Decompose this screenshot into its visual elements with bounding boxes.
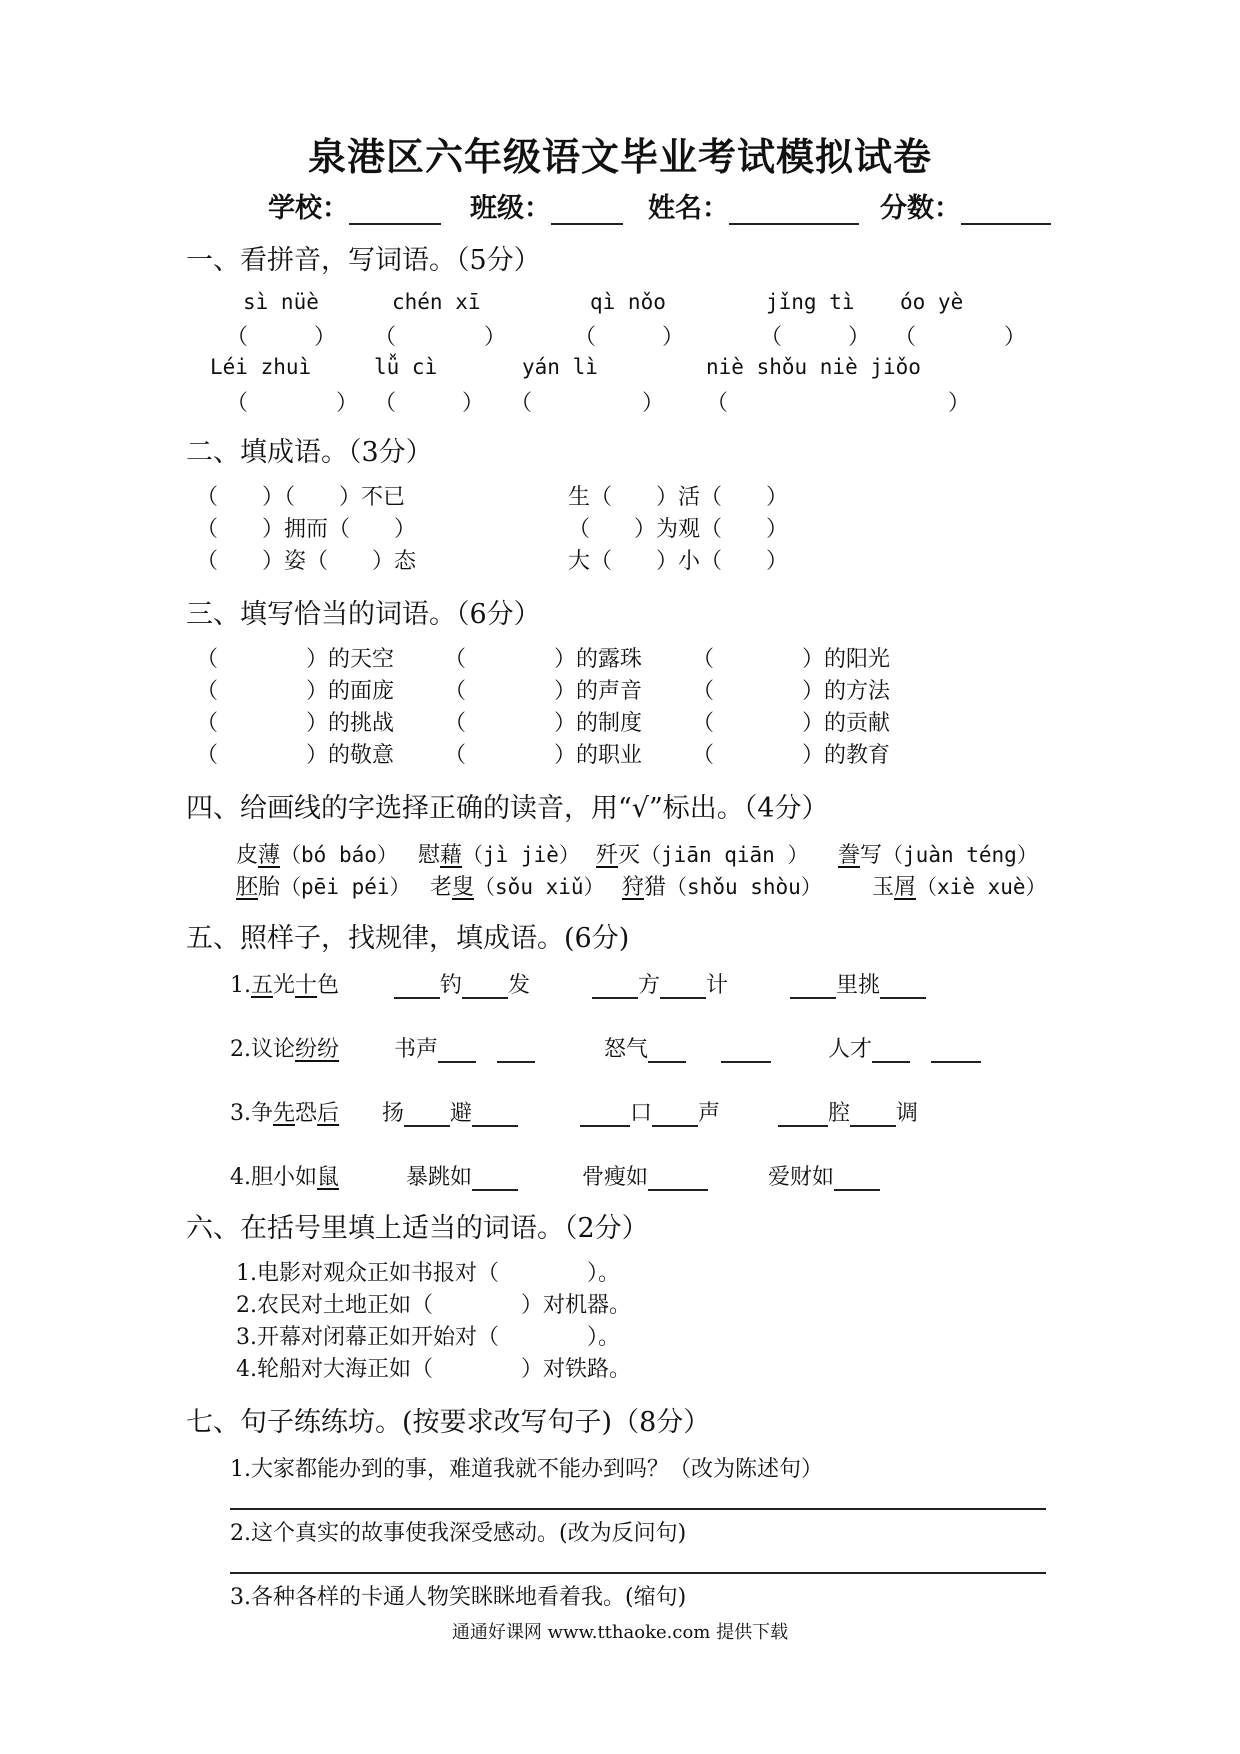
fill-row-7: （ ）的制度	[444, 711, 643, 736]
score-blank[interactable]	[961, 197, 1051, 225]
pattern-q4: 4.胆小如鼠	[230, 1165, 340, 1190]
reading-item-1: 皮薄（bó báo）	[236, 843, 398, 868]
idiom-left-1: （ ）（ ）不已	[196, 485, 406, 510]
paren-1-4[interactable]: （ ）	[760, 325, 871, 350]
fill-row-1: （ ）的天空	[196, 647, 395, 672]
idiom-right-1: 生（ ）活（ ）	[568, 485, 789, 510]
score-label: 分数：	[880, 186, 1051, 225]
fill-row-2: （ ）的面庞	[196, 679, 395, 704]
fill-row-5: （ ）的露珠	[444, 647, 643, 672]
pattern-q1-b[interactable]: 方 计	[592, 968, 728, 999]
fill-row-4: （ ）的敬意	[196, 743, 395, 768]
analogy-item-3: 3.开幕对闭幕正如开始对（ ）。	[236, 1325, 620, 1350]
reading-item-6: 老叟（sǒu xiǔ）	[430, 875, 605, 900]
fill-row-12: （ ）的教育	[692, 743, 891, 768]
fill-row-6: （ ）的声音	[444, 679, 643, 704]
section-4-heading: 四、给画线的字选择正确的读音，用“√”标出。（4分）	[186, 793, 829, 824]
fill-row-3: （ ）的挑战	[196, 711, 395, 736]
analogy-item-1: 1.电影对观众正如书报对（ ）。	[236, 1261, 620, 1286]
pinyin-2-2: lǚ cì	[374, 355, 438, 379]
paren-2-4[interactable]: （ ）	[706, 391, 971, 416]
rewrite-item-3: 3.各种各样的卡通人物笑眯眯地看着我。(缩句)	[230, 1585, 687, 1610]
paren-1-2[interactable]: （ ）	[374, 325, 507, 350]
class-blank[interactable]	[551, 197, 623, 225]
pattern-q2: 2.议论纷纷	[230, 1037, 340, 1062]
rewrite-item-1: 1.大家都能办到的事，难道我就不能办到吗？（改为陈述句）	[230, 1457, 823, 1482]
paren-2-1[interactable]: （ ）	[226, 391, 359, 416]
paren-1-3[interactable]: （ ）	[574, 325, 685, 350]
pinyin-1-1: sì nüè	[243, 290, 319, 314]
fill-row-10: （ ）的方法	[692, 679, 891, 704]
school-blank[interactable]	[349, 197, 441, 225]
reading-item-4: 誊写（juàn téng）	[838, 843, 1038, 868]
section-3-heading: 三、填写恰当的词语。（6分）	[186, 599, 541, 630]
paren-2-2[interactable]: （ ）	[374, 391, 485, 416]
reading-item-8: 玉屑（xiè xuè）	[872, 875, 1047, 900]
pinyin-2-1: Léi zhuì	[210, 355, 312, 379]
pattern-q1-a[interactable]: 钓 发	[394, 968, 530, 999]
pattern-q3: 3.争先恐后	[230, 1101, 340, 1126]
idiom-right-3: 大（ ）小（ ）	[568, 549, 789, 574]
fill-row-9: （ ）的阳光	[692, 647, 891, 672]
reading-item-5: 胚胎（pēi péi）	[236, 875, 411, 900]
pattern-q4-a[interactable]: 暴跳如	[406, 1160, 518, 1191]
name-label: 姓名：	[648, 186, 859, 225]
pattern-q3-a[interactable]: 扬 避	[382, 1096, 518, 1127]
pinyin-1-4: jǐng tì	[766, 290, 855, 314]
answer-line-1[interactable]	[230, 1508, 1046, 1510]
class-label: 班级：	[470, 186, 623, 225]
reading-item-7: 狩猎（shǒu shòu）	[622, 875, 822, 900]
pinyin-1-2: chén xī	[392, 290, 481, 314]
section-1-heading: 一、看拼音，写词语。（5分）	[186, 245, 541, 276]
idiom-left-3: （ ）姿（ ）态	[196, 549, 417, 574]
fill-row-8: （ ）的职业	[444, 743, 643, 768]
school-label: 学校：	[268, 186, 441, 225]
pinyin-2-4: niè shǒu niè jiǒo	[706, 355, 921, 379]
pinyin-2-3: yán lì	[522, 355, 598, 379]
pattern-q4-b[interactable]: 骨瘦如	[582, 1160, 708, 1191]
rewrite-item-2: 2.这个真实的故事使我深受感动。(改为反问句)	[230, 1521, 687, 1546]
pattern-q2-c[interactable]: 人才	[828, 1032, 981, 1063]
answer-line-2[interactable]	[230, 1572, 1046, 1574]
section-5-heading: 五、照样子，找规律，填成语。(6分)	[186, 923, 630, 954]
footer-credit: 通通好课网 www.tthaoke.com 提供下载	[451, 1622, 789, 1643]
pattern-q1-c[interactable]: 里挑	[790, 968, 926, 999]
fill-row-11: （ ）的贡献	[692, 711, 891, 736]
paren-2-3[interactable]: （ ）	[510, 391, 665, 416]
idiom-right-2: （ ）为观（ ）	[568, 517, 789, 542]
analogy-item-2: 2.农民对土地正如（ ）对机器。	[236, 1293, 631, 1318]
pattern-q3-c[interactable]: 腔 调	[778, 1096, 918, 1127]
reading-item-3: 歼灭（jiān qiān ）	[596, 843, 809, 868]
pattern-q2-b[interactable]: 怒气	[604, 1032, 771, 1063]
pattern-q2-a[interactable]: 书声	[394, 1032, 535, 1063]
reading-item-2: 慰藉（jì jiè）	[418, 843, 580, 868]
pinyin-1-5: óo yè	[900, 290, 964, 314]
page-title: 泉港区六年级语文毕业考试模拟试卷	[307, 134, 932, 179]
idiom-left-2: （ ）拥而（ ）	[196, 517, 417, 542]
paren-1-1[interactable]: （ ）	[226, 325, 337, 350]
pattern-q3-b[interactable]: 口 声	[580, 1096, 720, 1127]
pinyin-1-3: qì nǒo	[590, 290, 666, 314]
section-7-heading: 七、句子练练坊。(按要求改写句子)（8分）	[186, 1407, 711, 1438]
analogy-item-4: 4.轮船对大海正如（ ）对铁路。	[236, 1357, 631, 1382]
section-6-heading: 六、在括号里填上适当的词语。（2分）	[186, 1213, 649, 1244]
paren-1-5[interactable]: （ ）	[894, 325, 1027, 350]
pattern-q1: 1.五光十色	[230, 973, 340, 998]
pattern-q4-c[interactable]: 爱财如	[768, 1160, 880, 1191]
name-blank[interactable]	[729, 197, 859, 225]
section-2-heading: 二、填成语。（3分）	[186, 437, 433, 468]
